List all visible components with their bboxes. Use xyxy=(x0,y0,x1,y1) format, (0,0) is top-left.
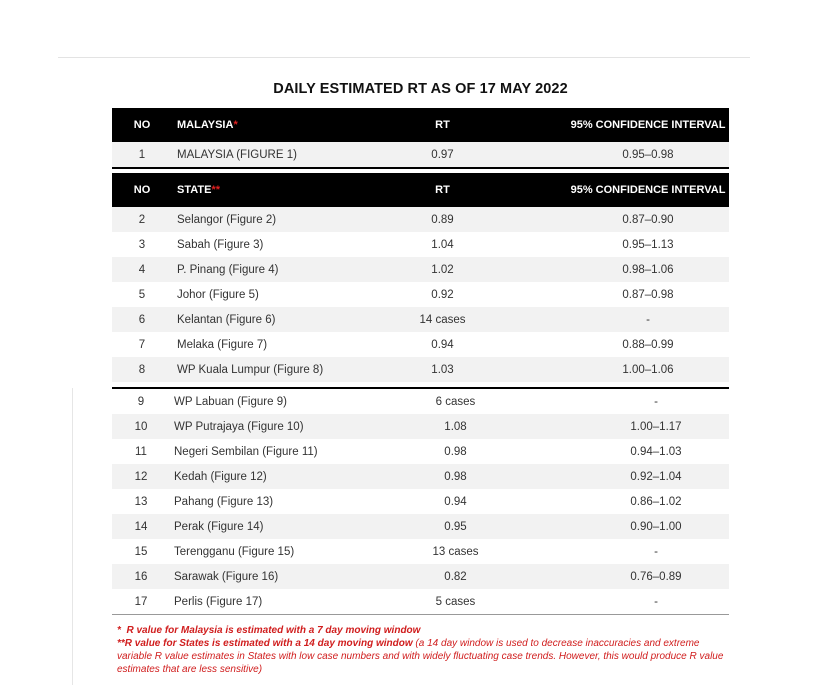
row-rt: 6 cases xyxy=(435,395,476,408)
row-ci: - xyxy=(646,313,650,326)
footnote-text-2: R value for States is estimated with a 14 day moving window xyxy=(124,638,413,649)
table-row xyxy=(112,207,729,232)
table-row xyxy=(112,464,729,489)
row-no: 1 xyxy=(138,148,146,161)
footnote-malaysia xyxy=(117,624,732,637)
row-name: MALAYSIA (FIGURE 1) xyxy=(177,148,297,161)
page-title: DAILY ESTIMATED RT AS OF 17 MAY 2022 xyxy=(273,81,568,97)
header-malaysia-mark: * xyxy=(233,119,238,131)
header-state-label: STATE xyxy=(177,184,212,196)
table-row xyxy=(112,232,729,257)
table-row xyxy=(112,307,729,332)
row-no: 17 xyxy=(134,595,148,608)
table-row xyxy=(112,414,729,439)
footnote-states xyxy=(117,637,732,676)
row-name: WP Kuala Lumpur (Figure 8) xyxy=(177,363,324,376)
row-rt: 0.98 xyxy=(444,445,467,458)
table-row xyxy=(112,257,729,282)
row-rt: 0.95 xyxy=(444,520,467,533)
row-name: Perak (Figure 14) xyxy=(174,520,264,533)
top-divider xyxy=(58,57,750,58)
table-row xyxy=(112,589,729,614)
row-rt: 1.04 xyxy=(431,238,454,251)
header-state-mark: ** xyxy=(211,184,220,196)
left-divider xyxy=(72,388,73,685)
row-rt: 0.92 xyxy=(431,288,454,301)
row-rt: 0.97 xyxy=(431,148,454,161)
row-rt: 0.94 xyxy=(444,495,467,508)
row-name: Negeri Sembilan (Figure 11) xyxy=(174,445,318,458)
row-no: 5 xyxy=(138,288,146,301)
table-row xyxy=(112,389,729,414)
row-name: Johor (Figure 5) xyxy=(177,288,259,301)
table-row xyxy=(112,564,729,589)
row-no: 11 xyxy=(135,445,147,458)
row-name: Selangor (Figure 2) xyxy=(177,213,277,226)
row-name: P. Pinang (Figure 4) xyxy=(177,263,279,276)
row-rt: 0.94 xyxy=(431,338,454,351)
header-ci: 95% CONFIDENCE INTERVAL xyxy=(570,184,726,196)
row-name: Kedah (Figure 12) xyxy=(174,470,267,483)
row-name: WP Putrajaya (Figure 10) xyxy=(174,420,304,433)
table-row xyxy=(112,282,729,307)
row-name: WP Labuan (Figure 9) xyxy=(174,395,287,408)
table-row xyxy=(112,332,729,357)
row-no: 12 xyxy=(134,470,148,483)
row-no: 13 xyxy=(134,495,148,508)
header-malaysia xyxy=(177,108,238,142)
row-name: Pahang (Figure 13) xyxy=(174,495,274,508)
row-ci: 0.94–1.03 xyxy=(630,445,682,458)
row-no: 16 xyxy=(134,570,148,583)
row-name: Terengganu (Figure 15) xyxy=(174,545,295,558)
row-ci: 0.90–1.00 xyxy=(630,520,682,533)
row-no: 14 xyxy=(134,520,148,533)
footnote-mark-2: ** xyxy=(117,638,125,649)
row-ci: 0.95–0.98 xyxy=(622,148,674,161)
row-name: Melaka (Figure 7) xyxy=(177,338,268,351)
header-malaysia-label: MALAYSIA xyxy=(177,119,234,131)
row-rt: 1.08 xyxy=(444,420,467,433)
table-row xyxy=(112,514,729,539)
row-ci: 0.95–1.13 xyxy=(622,238,674,251)
malaysia-table-header xyxy=(112,108,729,142)
table-row xyxy=(112,439,729,464)
row-ci: 0.92–1.04 xyxy=(630,470,682,483)
footnote-mark-1: * xyxy=(117,625,121,636)
state-table-continued xyxy=(112,387,729,615)
table-bottom-rule xyxy=(112,614,729,615)
row-no: 10 xyxy=(134,420,148,433)
row-ci: - xyxy=(654,595,658,608)
footnote-text-1: R value for Malaysia is estimated with a 7 day moving window xyxy=(126,625,421,636)
row-ci: 0.86–1.02 xyxy=(630,495,682,508)
header-rt: RT xyxy=(435,119,450,131)
header-no: NO xyxy=(133,119,151,131)
footnotes xyxy=(117,624,732,676)
header-rt: RT xyxy=(435,184,450,196)
row-rt: 0.89 xyxy=(431,213,454,226)
row-name: Sarawak (Figure 16) xyxy=(174,570,279,583)
table-row xyxy=(112,357,729,382)
row-rt: 13 cases xyxy=(432,545,479,558)
row-no: 4 xyxy=(138,263,146,276)
state-table-header xyxy=(112,173,729,207)
row-no: 3 xyxy=(138,238,146,251)
row-rt: 5 cases xyxy=(435,595,476,608)
row-ci: 0.76–0.89 xyxy=(630,570,682,583)
table-row xyxy=(112,489,729,514)
row-name: Perlis (Figure 17) xyxy=(174,595,263,608)
footnote-text-2-detail: (a 14 day window is used to decrease inaccuracies and extreme variable R value estimates in States with low case numbers and with widely fluctuating case trends. However, this would produce R value estimates that are less sensitive) xyxy=(117,638,724,675)
row-ci: - xyxy=(654,395,658,408)
header-no: NO xyxy=(133,184,151,196)
row-ci: 0.98–1.06 xyxy=(622,263,674,276)
table-row xyxy=(112,539,729,564)
malaysia-table xyxy=(112,108,729,169)
row-ci: 0.88–0.99 xyxy=(622,338,674,351)
row-ci: - xyxy=(654,545,658,558)
header-state xyxy=(177,173,220,207)
row-rt: 1.02 xyxy=(431,263,454,276)
table-rule xyxy=(112,167,729,169)
row-name: Kelantan (Figure 6) xyxy=(177,313,276,326)
row-no: 7 xyxy=(138,338,146,351)
row-no: 6 xyxy=(138,313,146,326)
header-ci: 95% CONFIDENCE INTERVAL xyxy=(570,119,726,131)
row-no: 8 xyxy=(138,363,146,376)
row-rt: 0.82 xyxy=(444,570,467,583)
row-rt: 1.03 xyxy=(431,363,454,376)
row-ci: 0.87–0.90 xyxy=(622,213,674,226)
row-rt: 14 cases xyxy=(419,313,466,326)
table-row xyxy=(112,142,729,167)
row-no: 15 xyxy=(134,545,148,558)
state-table xyxy=(112,173,729,382)
row-ci: 1.00–1.06 xyxy=(622,363,674,376)
row-ci: 0.87–0.98 xyxy=(622,288,674,301)
row-ci: 1.00–1.17 xyxy=(630,420,682,433)
row-name: Sabah (Figure 3) xyxy=(177,238,264,251)
row-rt: 0.98 xyxy=(444,470,467,483)
row-no: 2 xyxy=(138,213,146,226)
row-no: 9 xyxy=(137,395,145,408)
